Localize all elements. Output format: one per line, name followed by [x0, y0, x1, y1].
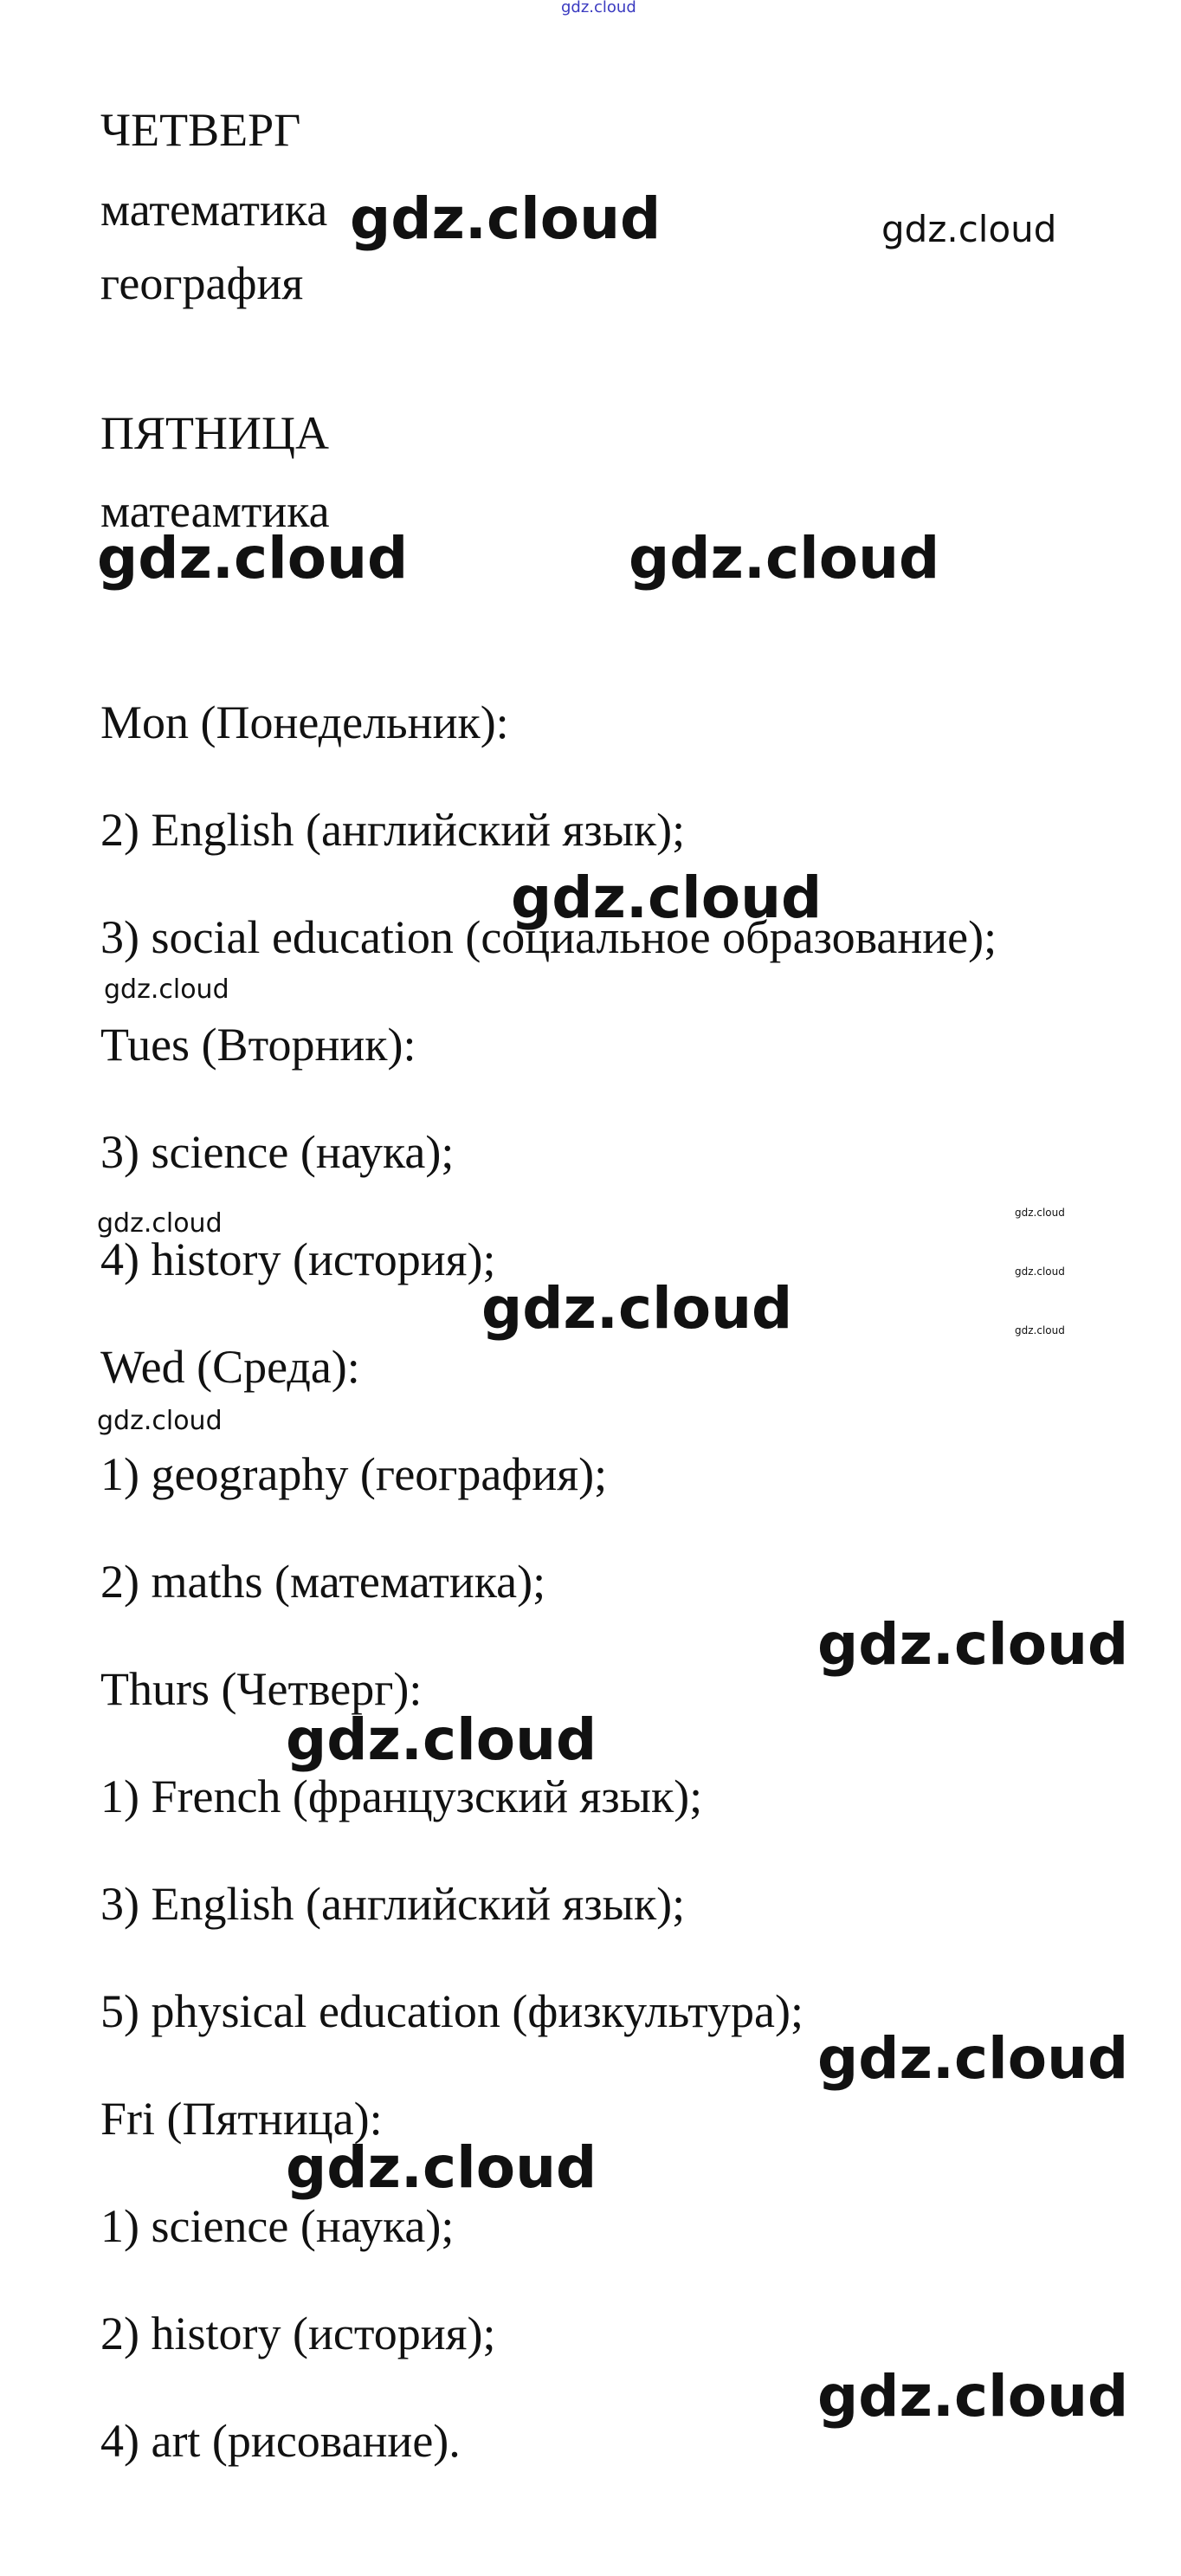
thurs-heading: Thurs (Четверг):: [100, 1663, 423, 1715]
watermark: gdz.cloud: [481, 1275, 793, 1342]
tues-item-1: 3) science (наука);: [100, 1126, 455, 1178]
fri-item-2: 2) history (история);: [100, 2307, 496, 2359]
thursday-item-2: география: [100, 257, 304, 309]
wed-item-1: 1) geography (география);: [100, 1448, 608, 1500]
mon-heading: Mon (Понедельник):: [100, 696, 509, 748]
watermark: gdz.cloud: [817, 2025, 1129, 2092]
fri-item-1: 1) science (наука);: [100, 2200, 455, 2252]
fri-heading: Fri (Пятница):: [100, 2093, 383, 2145]
thurs-item-1: 1) French (французский язык);: [100, 1770, 703, 1822]
watermark: gdz.cloud: [511, 864, 823, 931]
friday-heading: ПЯТНИЦА: [100, 407, 329, 459]
watermark: gdz.cloud: [1015, 1265, 1065, 1278]
watermark: gdz.cloud: [97, 1406, 223, 1436]
mon-item-2: 3) social education (социальное образование);: [100, 911, 997, 963]
watermark: gdz.cloud: [817, 2363, 1129, 2430]
thursday-heading: ЧЕТВЕРГ: [100, 104, 301, 156]
tues-heading: Tues (Вторник):: [100, 1019, 416, 1071]
watermark: gdz.cloud: [97, 525, 409, 592]
wed-heading: Wed (Среда):: [100, 1341, 360, 1393]
watermark: gdz.cloud: [629, 525, 940, 592]
watermark: gdz.cloud: [104, 974, 229, 1005]
wed-item-2: 2) maths (математика);: [100, 1556, 546, 1608]
mon-item-1: 2) English (английский язык);: [100, 804, 686, 856]
thursday-item-1: математика: [100, 184, 328, 236]
fri-item-3: 4) art (рисование).: [100, 2415, 461, 2467]
watermark: gdz.cloud: [286, 1706, 597, 1773]
watermark: gdz.cloud: [817, 1611, 1129, 1678]
watermark: gdz.cloud: [1015, 1324, 1065, 1337]
watermark: gdz.cloud: [286, 2134, 597, 2201]
watermark: gdz.cloud: [350, 185, 661, 252]
watermark: gdz.cloud: [1015, 1207, 1065, 1219]
watermark-top: gdz.cloud: [561, 0, 636, 16]
friday-item-1: матеамтика: [100, 485, 330, 537]
thurs-item-2: 3) English (английский язык);: [100, 1878, 686, 1930]
watermark: gdz.cloud: [97, 1208, 223, 1239]
thurs-item-3: 5) physical education (физкультура);: [100, 1985, 804, 2037]
tues-item-2: 4) history (история);: [100, 1233, 496, 1285]
watermark: gdz.cloud: [881, 208, 1057, 250]
